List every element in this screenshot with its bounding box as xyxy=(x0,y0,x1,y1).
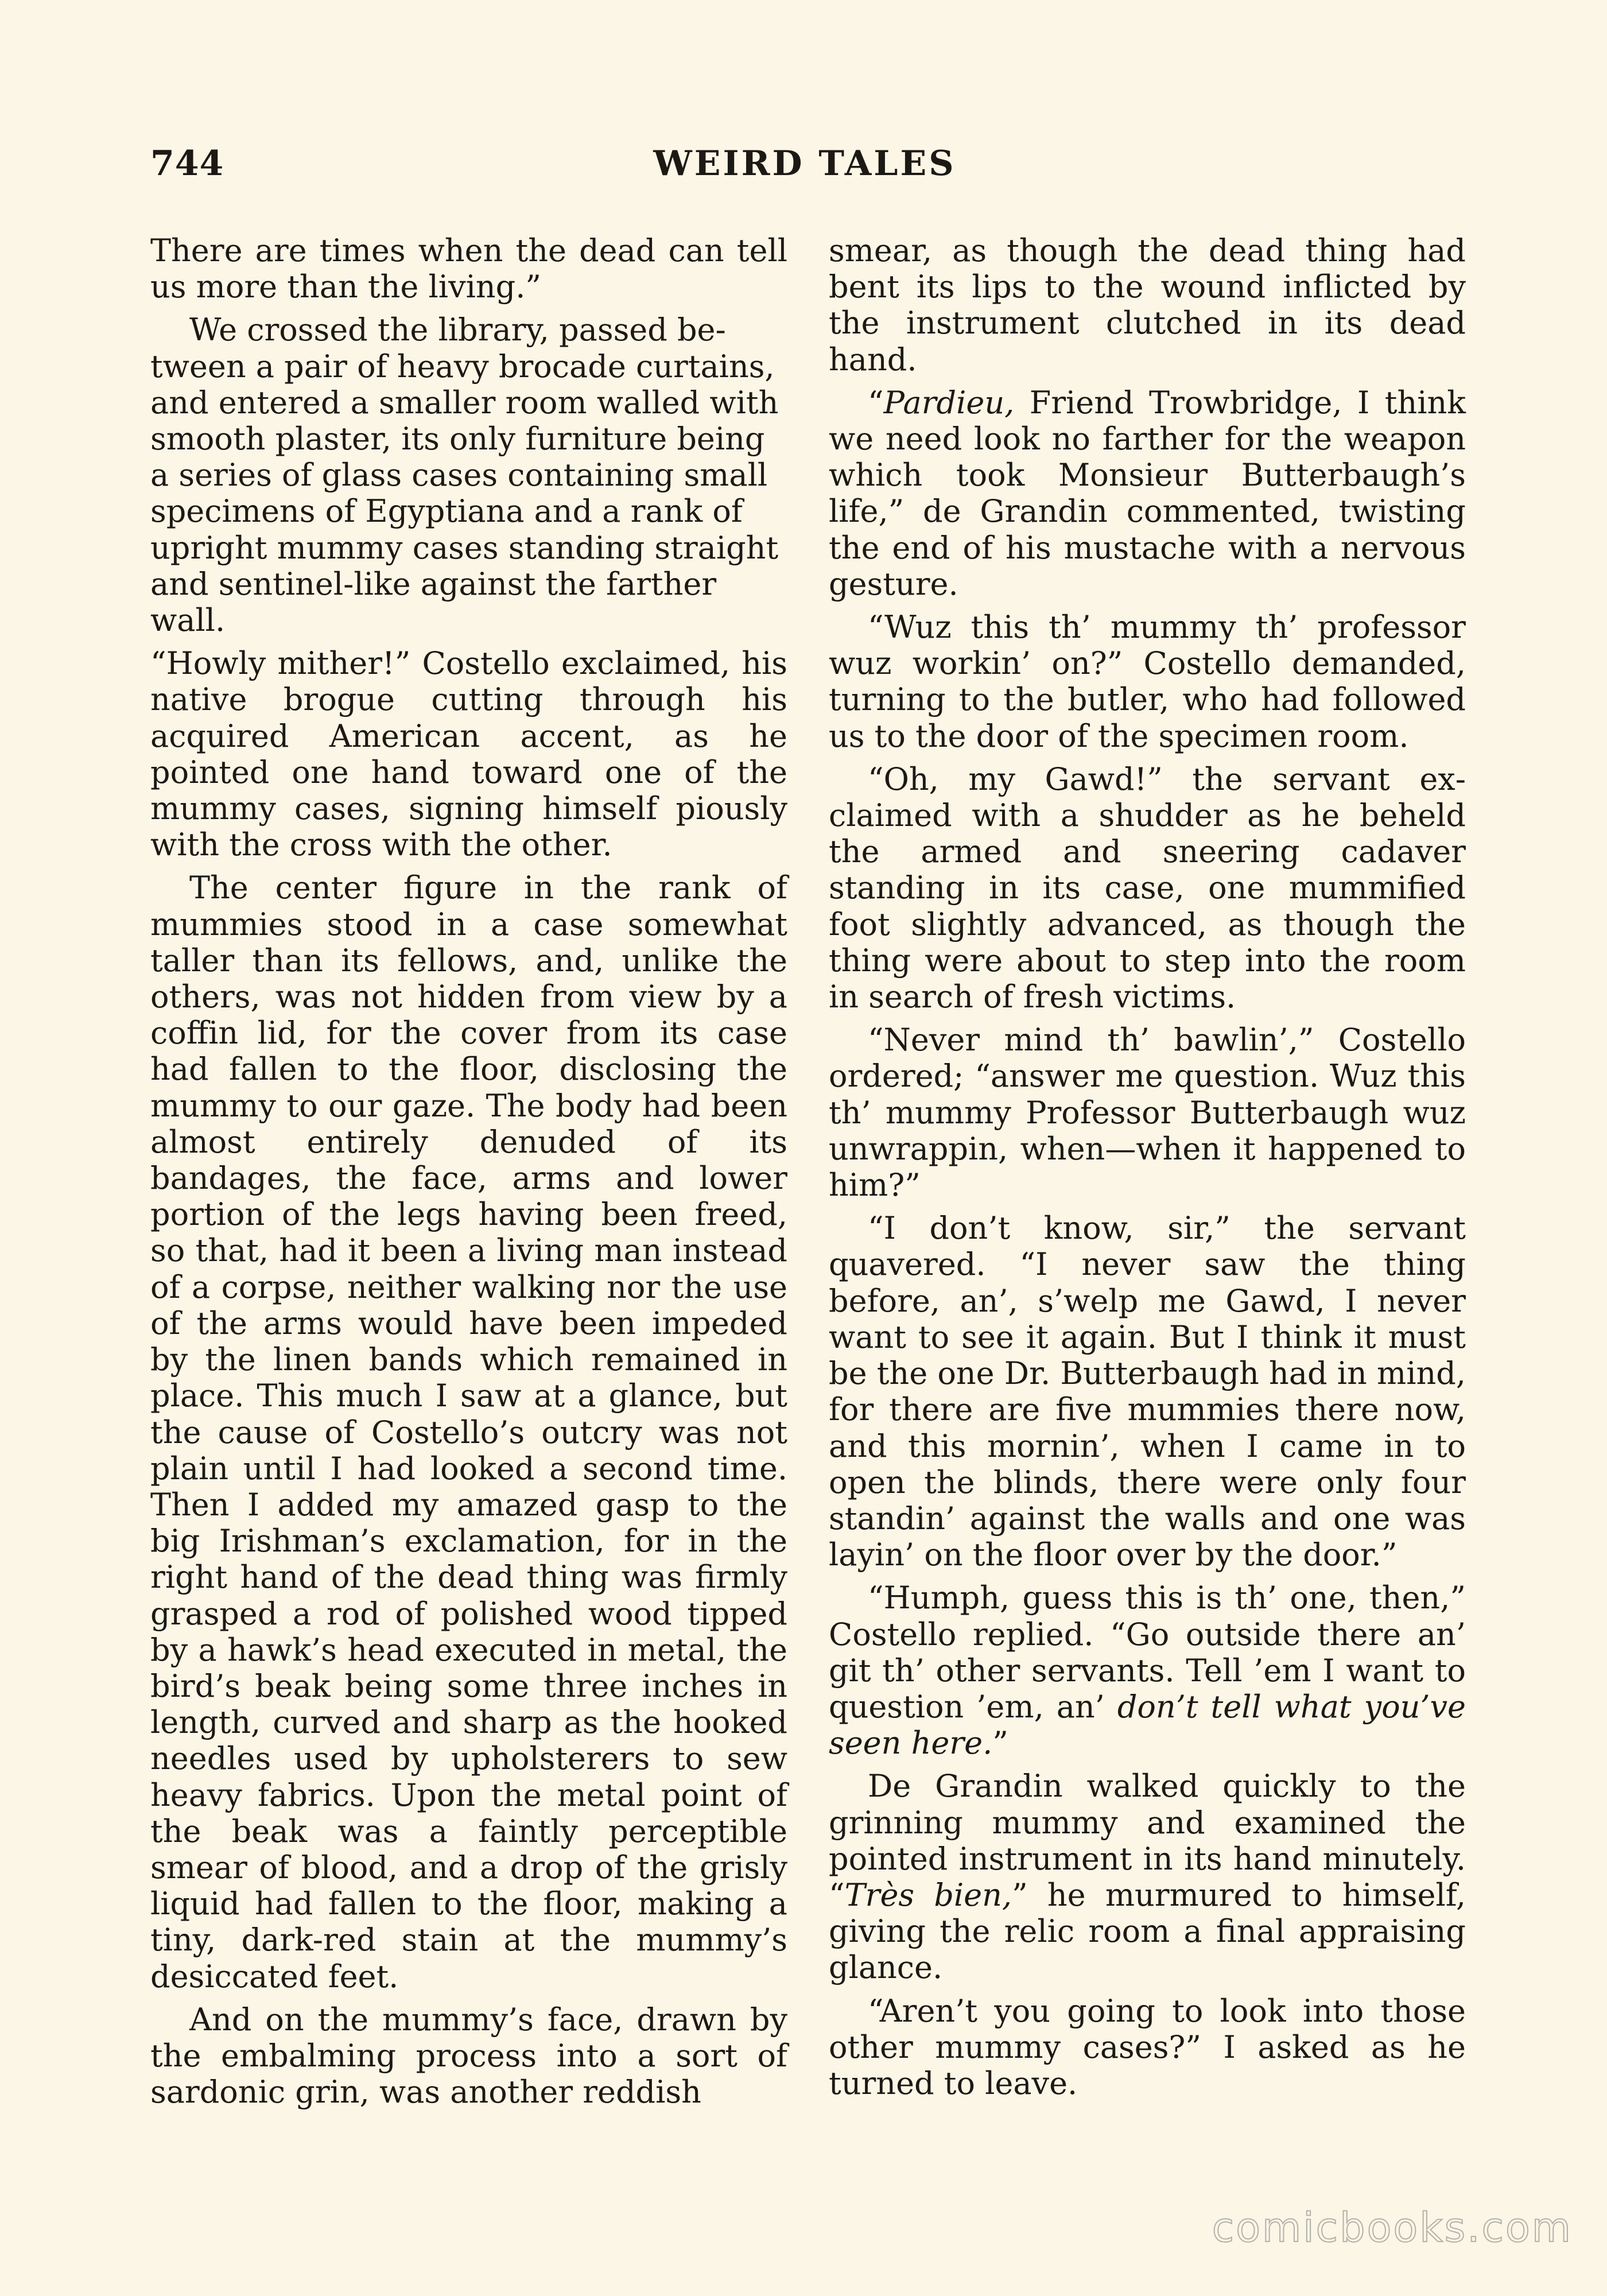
right-column xyxy=(829,232,1466,2108)
magazine-title: WEIRD TALES xyxy=(653,144,956,184)
paragraph: “I don’t know, sir,” the servant quavered. “I never saw the thing before, an’, s’welp me Gawd, I never want to see it again. But I think it must be the one Dr. Butterbaugh had in mind, for there are five mummies there now, and this mornin’, when I came in to open the blinds, there were only four standin’ against the walls and one was layin’ on the floor over by the door.” xyxy=(829,1210,1466,1573)
italic-phrase: don’t tell what you’ve seen here. xyxy=(829,1688,1466,1762)
paragraph-text: ” he murmured to himself, giving the relic room a final appraising glance. xyxy=(829,1876,1466,1986)
paragraph-text: Friend Trowbridge, I think we need look no farther for the weapon which took Monsieur Butterbaugh’s life,” de Grandin commented, twisting the end of his mustache with a nervous gesture. xyxy=(829,384,1466,602)
closing-quote: ” xyxy=(992,1725,1008,1762)
paragraph: “Oh, my Gawd!” the servant exclaimed with a shudder as he beheld the armed and sneering cadaver standing in its case, one mummified foot slightly advanced, as though the thing were about to step into the room in search of fresh victims. xyxy=(829,761,1466,1015)
paragraph: “Wuz this th’ mummy th’ professor wuz workin’ on?” Costello demanded, turning to the butler, who had followed us to the door of the specimen room. xyxy=(829,609,1466,754)
running-header xyxy=(150,144,1459,189)
paragraph: And on the mummy’s face, drawn by the embalming process into a sort of sardonic grin, was another reddish xyxy=(150,2001,787,2111)
paragraph xyxy=(829,1768,1466,1985)
paragraph xyxy=(829,1580,1466,1761)
paragraph: smear, as though the dead thing had bent its lips to the wound inflicted by the instrument clutched in its dead hand. xyxy=(829,232,1466,378)
paragraph: “Never mind th’ bawlin’,” Costello ordered; “answer me question. Wuz this th’ mummy Professor Butterbaugh wuz unwrappin, when—when it happened to him?” xyxy=(829,1022,1466,1204)
paragraph-text: De Grandin walked quickly to the grinning mummy and examined the pointed instrument in its hand minutely. “ xyxy=(829,1768,1466,1913)
left-column xyxy=(150,232,787,2117)
paragraph: We crossed the library, passed between a pair of heavy brocade curtains, and entered a smaller room walled with smooth plaster, its only furniture being a series of glass cases containing small specimens of Egyptiana and a rank of upright mummy cases standing straight and sentinel-like against the farther wall. xyxy=(150,312,779,639)
italic-phrase: Pardieu, xyxy=(883,384,1015,421)
italic-phrase: Très bien, xyxy=(844,1876,1012,1913)
page-number: 744 xyxy=(150,144,224,184)
paragraph: “Pardieu, Friend Trowbridge, I think we need look no farther for the weapon which took Monsieur Butterbaugh’s life,” de Grandin commented, twisting the end of his mustache with a nervous gesture. xyxy=(829,384,1466,602)
paragraph-text: “Humph, guess this is th’ one, then,” Costello replied. “Go outside there an’ git th’ other servants. Tell ’em I want to question ’em, an’ xyxy=(829,1580,1466,1725)
watermark: comicbooks.com xyxy=(1212,2204,1573,2251)
paragraph: “Howly mither!” Costello exclaimed, his native brogue cutting through his acquired American accent, as he pointed one hand toward one of the mummy cases, signing himself piously with the cross with the other. xyxy=(150,645,787,863)
paragraph: “Aren’t you going to look into those other mummy cases?” I asked as he turned to leave. xyxy=(829,1992,1466,2101)
paragraph: There are times when the dead can tell us more than the living.” xyxy=(150,232,787,305)
paragraph: The center figure in the rank of mummies stood in a case somewhat taller than its fellows, and, unlike the others, was not hidden from view by a coffin lid, for the cover from its case had fallen to the floor, disclosing the mummy to our gaze. The body had been almost entirely denuded of its bandages, the face, arms and lower portion of the legs having been freed, so that, had it been a living man instead of a corpse, neither walking nor the use of the arms would have been impeded by the linen bands which remained in place. This much I saw at a glance, but the cause of Costello’s outcry was not plain until I had looked a second time. Then I added my amazed gasp to the big Irishman’s exclamation, for in the right hand of the dead thing was firmly grasped a rod of polished wood tipped by a hawk’s head executed in metal, the bird’s beak being some three inches in length, curved and sharp as the hooked needles used by upholsterers to sew heavy fabrics. Upon the metal point of the beak was a faintly perceptible smear of blood, and a drop of the grisly liquid had fallen to the floor, making a tiny, dark-red stain at the mummy’s desiccated feet. xyxy=(150,870,787,1995)
